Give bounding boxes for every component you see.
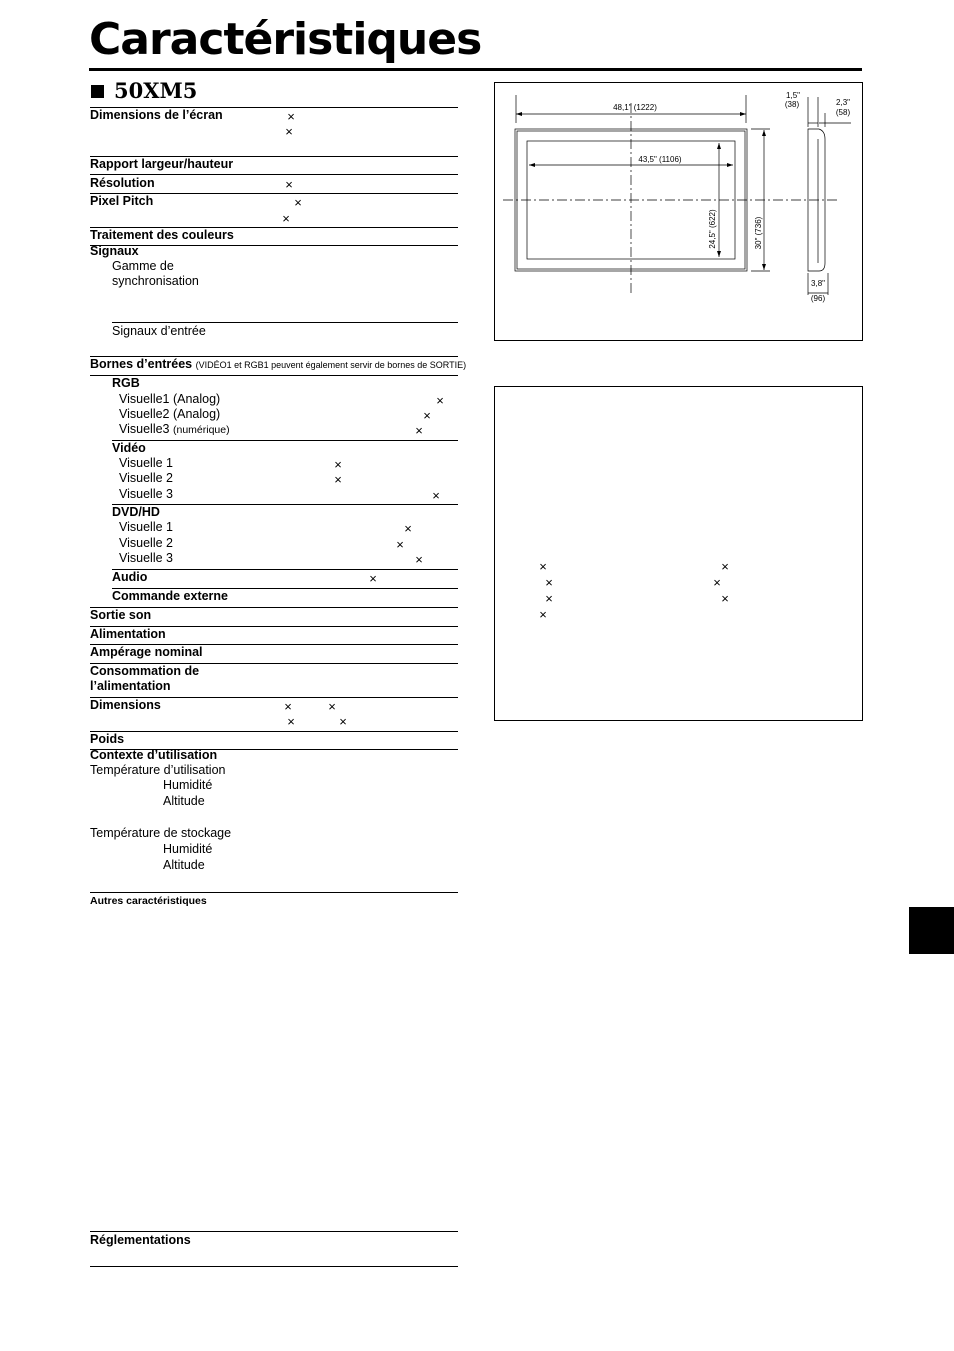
cross-symbol: × <box>328 699 336 714</box>
divider <box>112 504 458 505</box>
label-synchro: synchronisation <box>112 274 199 288</box>
label-video: Vidéo <box>112 441 146 455</box>
side-view <box>808 97 851 295</box>
label-amperage: Ampérage nominal <box>90 645 203 659</box>
cross-symbol: × <box>545 575 553 590</box>
cross-symbol: × <box>285 124 293 139</box>
cross-symbol: × <box>436 393 444 408</box>
label-rapport: Rapport largeur/hauteur <box>90 157 234 171</box>
label-dvd: DVD/HD <box>112 505 160 519</box>
title-rule <box>89 68 862 71</box>
label-reglementations: Réglementations <box>90 1233 191 1247</box>
bornes-text: Bornes d’entrées <box>90 357 193 371</box>
label-depth-bottom: 3,8" <box>811 279 825 288</box>
label-altitude-2: Altitude <box>163 858 205 872</box>
front-view <box>503 95 840 293</box>
label-contexte: Contexte d’utilisation <box>90 748 218 762</box>
label-rgb: RGB <box>112 376 140 390</box>
label-rgb-v2: Visuelle2 (Analog) <box>119 407 221 421</box>
divider <box>90 245 458 246</box>
cross-symbol: × <box>415 552 423 567</box>
info-box <box>494 386 863 721</box>
divider <box>90 892 458 893</box>
cross-symbol: × <box>721 559 729 574</box>
label-dvd-v1: Visuelle 1 <box>119 520 173 534</box>
dimension-diagram <box>494 82 863 341</box>
cross-symbol: × <box>282 211 290 226</box>
cross-symbol: × <box>721 591 729 606</box>
divider <box>90 1266 458 1267</box>
label-signaux: Signaux <box>90 244 139 258</box>
cross-symbol: × <box>369 571 377 586</box>
label-rgb-v1: Visuelle1 (Analog) <box>119 392 221 406</box>
page-tab-marker <box>909 907 954 954</box>
label-autres: Autres caractéristiques <box>90 895 207 907</box>
model-name: 50XM5 <box>114 78 198 103</box>
label-depth-side-mm: (58) <box>835 108 851 117</box>
label-bornes <box>90 357 466 373</box>
divider <box>90 731 458 732</box>
cross-symbol: × <box>285 177 293 192</box>
cross-symbol: × <box>396 537 404 552</box>
cross-symbol: × <box>404 521 412 536</box>
label-video-v1: Visuelle 1 <box>119 456 173 470</box>
label-humidite-1: Humidité <box>163 778 213 792</box>
label-height-screen: 24,5" (622) <box>708 209 717 249</box>
cross-symbol: × <box>423 408 431 423</box>
label-depth-top-mm: (38) <box>784 100 800 109</box>
cross-symbol: × <box>432 488 440 503</box>
label-depth-side: 2,3" <box>836 98 850 107</box>
label-humidite-2: Humidité <box>163 842 213 856</box>
divider <box>112 569 458 570</box>
label-altitude-1: Altitude <box>163 794 205 808</box>
cross-symbol: × <box>334 472 342 487</box>
cross-symbol: × <box>294 195 302 210</box>
cross-symbol: × <box>284 699 292 714</box>
label-video-v2: Visuelle 2 <box>119 471 173 485</box>
cross-symbol: × <box>334 457 342 472</box>
label-commande: Commande externe <box>112 589 229 603</box>
label-conso-2: l’alimentation <box>90 679 171 693</box>
label-temp-util: Température d’utilisation <box>90 763 226 777</box>
rgb-v3-text: Visuelle3 <box>119 422 170 436</box>
cross-symbol: × <box>713 575 721 590</box>
model-heading <box>91 78 197 103</box>
divider <box>112 322 458 323</box>
label-sortie-son: Sortie son <box>90 608 152 622</box>
cross-symbol: × <box>287 109 295 124</box>
label-dvd-v2: Visuelle 2 <box>119 536 173 550</box>
divider <box>90 1231 458 1232</box>
rgb-v3-note: (numérique) <box>173 424 230 436</box>
cross-symbol: × <box>545 591 553 606</box>
label-height-total: 30" (736) <box>754 216 763 250</box>
label-temp-stock: Température de stockage <box>90 826 232 840</box>
page-title: Caractéristiques <box>89 14 482 65</box>
label-poids: Poids <box>90 732 125 746</box>
cross-symbol: × <box>287 714 295 729</box>
label-conso-1: Consommation de <box>90 664 200 678</box>
label-pixel-pitch: Pixel Pitch <box>90 194 154 208</box>
divider <box>112 440 458 441</box>
label-gamme: Gamme de <box>112 259 174 273</box>
label-width-screen: 43,5" (1106) <box>638 155 682 164</box>
label-resolution: Résolution <box>90 176 155 190</box>
label-signaux-entree: Signaux d’entrée <box>112 324 206 338</box>
cross-symbol: × <box>539 607 547 622</box>
label-depth-bottom-mm: (96) <box>810 294 826 303</box>
label-depth-top: 1,5" <box>786 91 800 100</box>
dimension-drawing <box>495 83 862 340</box>
arrowheads <box>516 112 766 270</box>
label-audio: Audio <box>112 570 148 584</box>
label-dimensions-ecran: Dimensions de l’écran <box>90 108 223 122</box>
cross-symbol: × <box>339 714 347 729</box>
label-traitement: Traitement des couleurs <box>90 228 234 242</box>
square-bullet-icon <box>91 85 104 98</box>
label-dimensions: Dimensions <box>90 698 161 712</box>
cross-symbol: × <box>415 423 423 438</box>
label-rgb-v3 <box>119 422 230 438</box>
bornes-note: (VIDÉO1 et RGB1 peuvent également servir de bornes de SORTIE) <box>195 360 467 370</box>
divider <box>90 375 458 376</box>
cross-symbol: × <box>539 559 547 574</box>
divider <box>90 174 458 175</box>
label-width-total: 48,1" (1222) <box>613 103 657 112</box>
label-video-v3: Visuelle 3 <box>119 487 173 501</box>
label-alimentation: Alimentation <box>90 627 166 641</box>
label-dvd-v3: Visuelle 3 <box>119 551 173 565</box>
